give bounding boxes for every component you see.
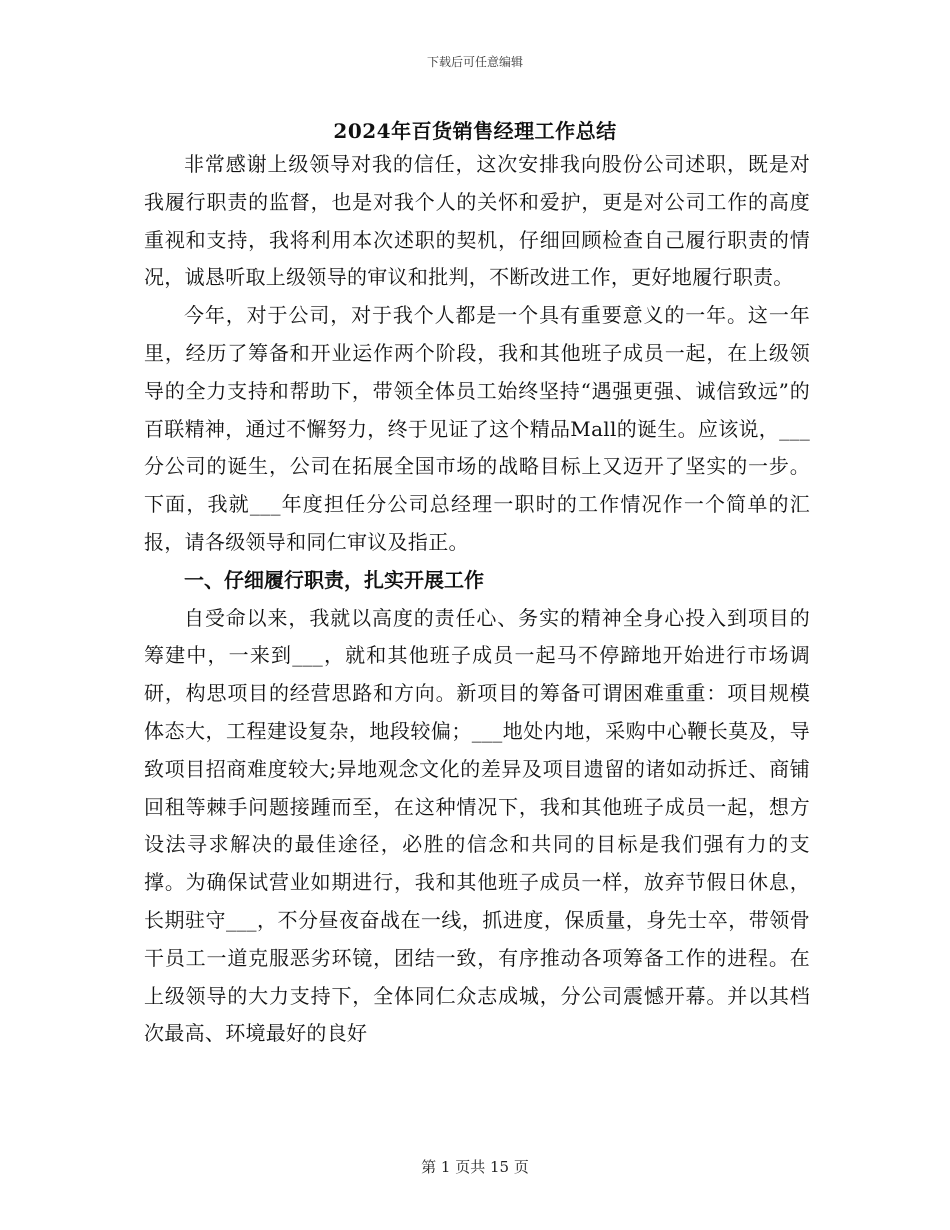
paragraph-intro: 非常感谢上级领导对我的信任，这次安排我向股份公司述职，既是对我履行职责的监督，也是对我个人的关怀和爱护，更是对公司工作的高度重视和支持，我将利用本次述职的契机，仔细回顾检查自己履行职责的情况，诚恳听取上级领导的审议和批判，不断改进工作，更好地履行职责。 — [144, 152, 810, 290]
header-note: 下载后可任意编辑 — [426, 55, 523, 69]
page-footer: 第 1 页共 15 页 — [421, 1158, 529, 1176]
paragraph-year-review: 今年，对于公司，对于我个人都是一个具有重要意义的一年。这一年里，经历了筹备和开业运作两个阶段，我和其他班子成员一起，在上级领导的全力支持和帮助下，带领全体员工始终坚持“遇强更强、诚信致远”的百联精神，通过不懈努力，终于见证了这个精品Mall的诞生。应该说，___分公司的诞生，公司在拓展全国市场的战略目标上又迈开了坚实的一步。下面，我就___年度担任分公司总经理一职时的工作情况作一个简单的汇报，请各级领导和同仁审议及指正。 — [144, 303, 810, 554]
section-heading: 一、仔细履行职责，扎实开展工作 — [184, 567, 484, 592]
document-title: 2024年百货销售经理工作总结 — [333, 119, 617, 143]
paragraph-section-one: 自受命以来，我就以高度的责任心、务实的精神全身心投入到项目的筹建中，一来到___，就和其他班子成员一起马不停蹄地开始进行市场调研，构思项目的经营思路和方向。新项目的筹备可谓困难重重：项目规模体态大，工程建设复杂，地段较偏；___地处内地，采购中心鞭长莫及，导致项目招商难度较大;异地观念文化的差异及项目遗留的诸如动拆迁、商铺回租等棘手问题接踵而至，在这种情况下，我和其他班子成员一起，想方设法寻求解决的最佳途径，必胜的信念和共同的目标是我们强有力的支撑。为确保试营业如期进行，我和其他班子成员一样，放弃节假日休息，长期驻守___，不分昼夜奋战在一线，抓进度，保质量，身先士卒，带领骨干员工一道克服恶劣环镜，团结一致，有序推动各项筹备工作的进程。在上级领导的大力支持下，全体同仁众志成城，分公司震憾开幕。并以其档次最高、环境最好的良好 — [144, 605, 810, 1046]
document-body — [144, 146, 810, 1053]
